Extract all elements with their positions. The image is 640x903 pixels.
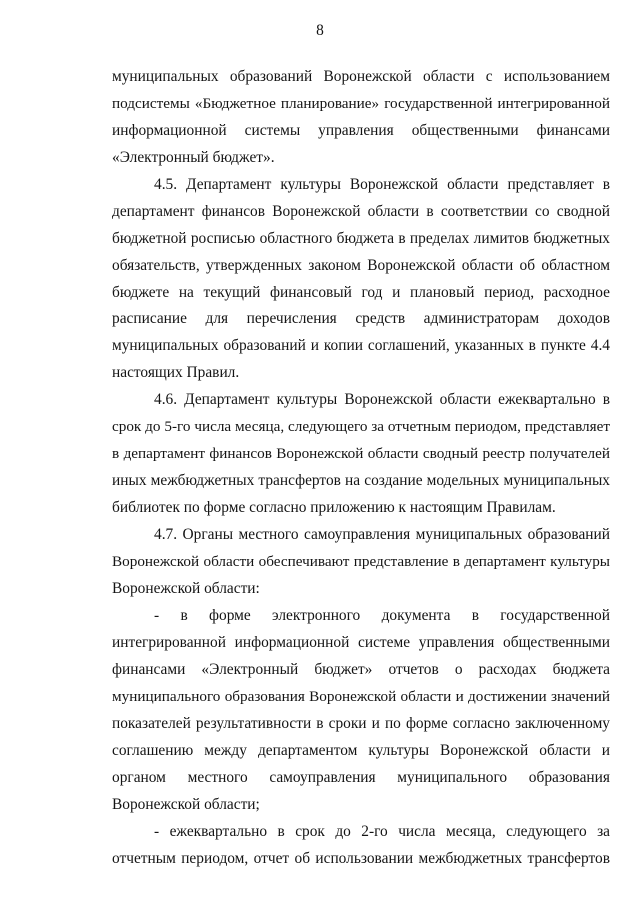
text-line: информационной системы управления общественными финансами [112,122,610,139]
text-line: показателей результативности в сроки и по форме согласно заключенному [112,715,610,732]
paragraph-4-6-first-line: 4.6. Департамент культуры Воронежской области ежеквартально в [154,391,610,408]
text-line: Воронежской области: [112,580,260,597]
paragraph-4-5-first-line: 4.5. Департамент культуры Воронежской области представляет в [154,176,610,193]
text-line: финансами «Электронный бюджет» отчетов о расходах бюджета [112,661,610,678]
text-line: срок до 5-го числа месяца, следующего за отчетным периодом, представляет [112,418,610,435]
text-line: интегрированной информационной системе управления общественными [112,634,610,651]
text-line: бюджете на текущий финансовый год и плановый период, расходное [112,284,610,301]
text-line: иных межбюджетных трансфертов на создание модельных муниципальных [112,472,610,489]
text-line: бюджетной росписью областного бюджета в пределах лимитов бюджетных [112,230,610,247]
text-line: соглашению между департаментом культуры Воронежской области и [112,742,610,759]
text-line: подсистемы «Бюджетное планирование» государственной интегрированной [112,95,610,112]
text-line: Воронежской области; [112,796,260,813]
text-line: органом местного самоуправления муниципального образования [112,769,610,786]
paragraph-4-7-first-line: 4.7. Органы местного самоуправления муниципальных образований [154,526,610,543]
text-line: департамент финансов Воронежской области в соответствии со сводной [112,203,610,220]
text-line: расписание для перечисления средств администраторам доходов [112,310,610,327]
text-line: «Электронный бюджет». [112,149,275,166]
text-line: муниципальных образований Воронежской области с использованием [112,68,610,85]
text-line: обязательств, утвержденных законом Воронежской области об областном [112,257,610,274]
text-line: настоящих Правил. [112,364,240,381]
list-item-first-line: - в форме электронного документа в государственной [154,607,610,624]
list-item-first-line: - ежеквартально в срок до 2-го числа месяца, следующего за [154,823,610,840]
text-line: Воронежской области обеспечивают представление в департамент культуры [112,553,610,570]
text-line: библиотек по форме согласно приложению к настоящим Правилам. [112,499,556,516]
text-line: отчетным периодом, отчет об использовании межбюджетных трансфертов [112,850,610,867]
page-number: 8 [316,22,324,39]
text-line: муниципального образования Воронежской области и достижении значений [112,688,610,705]
text-line: в департамент финансов Воронежской области сводный реестр получателей [112,445,610,462]
text-line: муниципальных образований и копии соглашений, указанных в пункте 4.4 [112,337,610,354]
